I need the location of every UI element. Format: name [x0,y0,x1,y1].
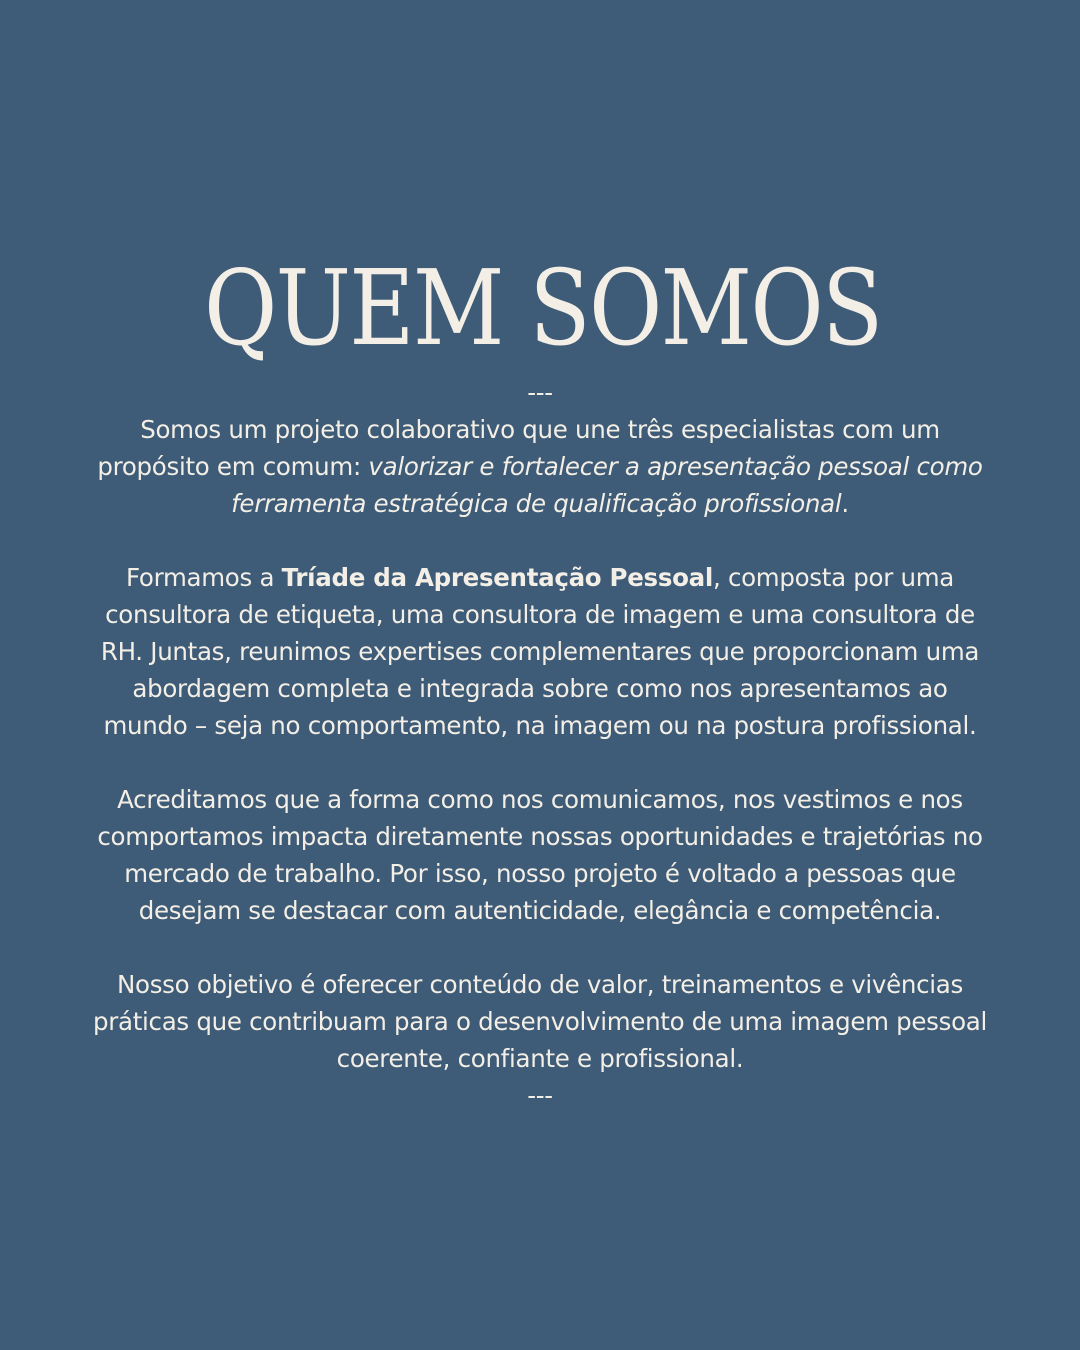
divider-top: --- [527,378,553,407]
about-content [90,374,990,1114]
paragraph-intro [90,411,990,522]
paragraph-objective: Nosso objetivo é oferecer conteúdo de valor, treinamentos e vivências práticas que contribuam para o desenvolvimento de uma imagem pessoal coerente, confiante e profissional. [92,970,988,1073]
paragraph-intro-emphasis: valorizar e fortalecer a apresentação pessoal como ferramenta estratégica de qualificação profissional [231,452,983,518]
paragraph-intro-end: . [841,489,849,518]
page-title: QUEM SOMOS [204,247,882,369]
spacer [90,929,990,966]
paragraph-triad-rest: , composta por uma consultora de etiqueta, uma consultora de imagem e uma consultora de RH. Juntas, reunimos expertises complementares que proporcionam uma abordagem completa e integrada sobre como nos apresentamos ao mundo – seja no comportamento, na imagem ou na postura profissional. [100,563,980,740]
paragraph-intro-text: Somos um projeto colaborativo que une três especialistas com um propósito em comum: [97,415,940,481]
spacer [90,744,990,781]
paragraph-belief: Acreditamos que a forma como nos comunicamos, nos vestimos e nos comportamos impacta diretamente nossas oportunidades e trajetórias no mercado de trabalho. Por isso, nosso projeto é voltado a pessoas que desejam se destacar com autenticidade, elegância e competência. [97,785,983,925]
paragraph-triad-text: Formamos a [126,563,282,592]
divider-bottom: --- [527,1081,553,1110]
paragraph-triad [90,559,990,744]
paragraph-triad-strong: Tríade da Apresentação Pessoal [281,563,713,592]
spacer [90,522,990,559]
